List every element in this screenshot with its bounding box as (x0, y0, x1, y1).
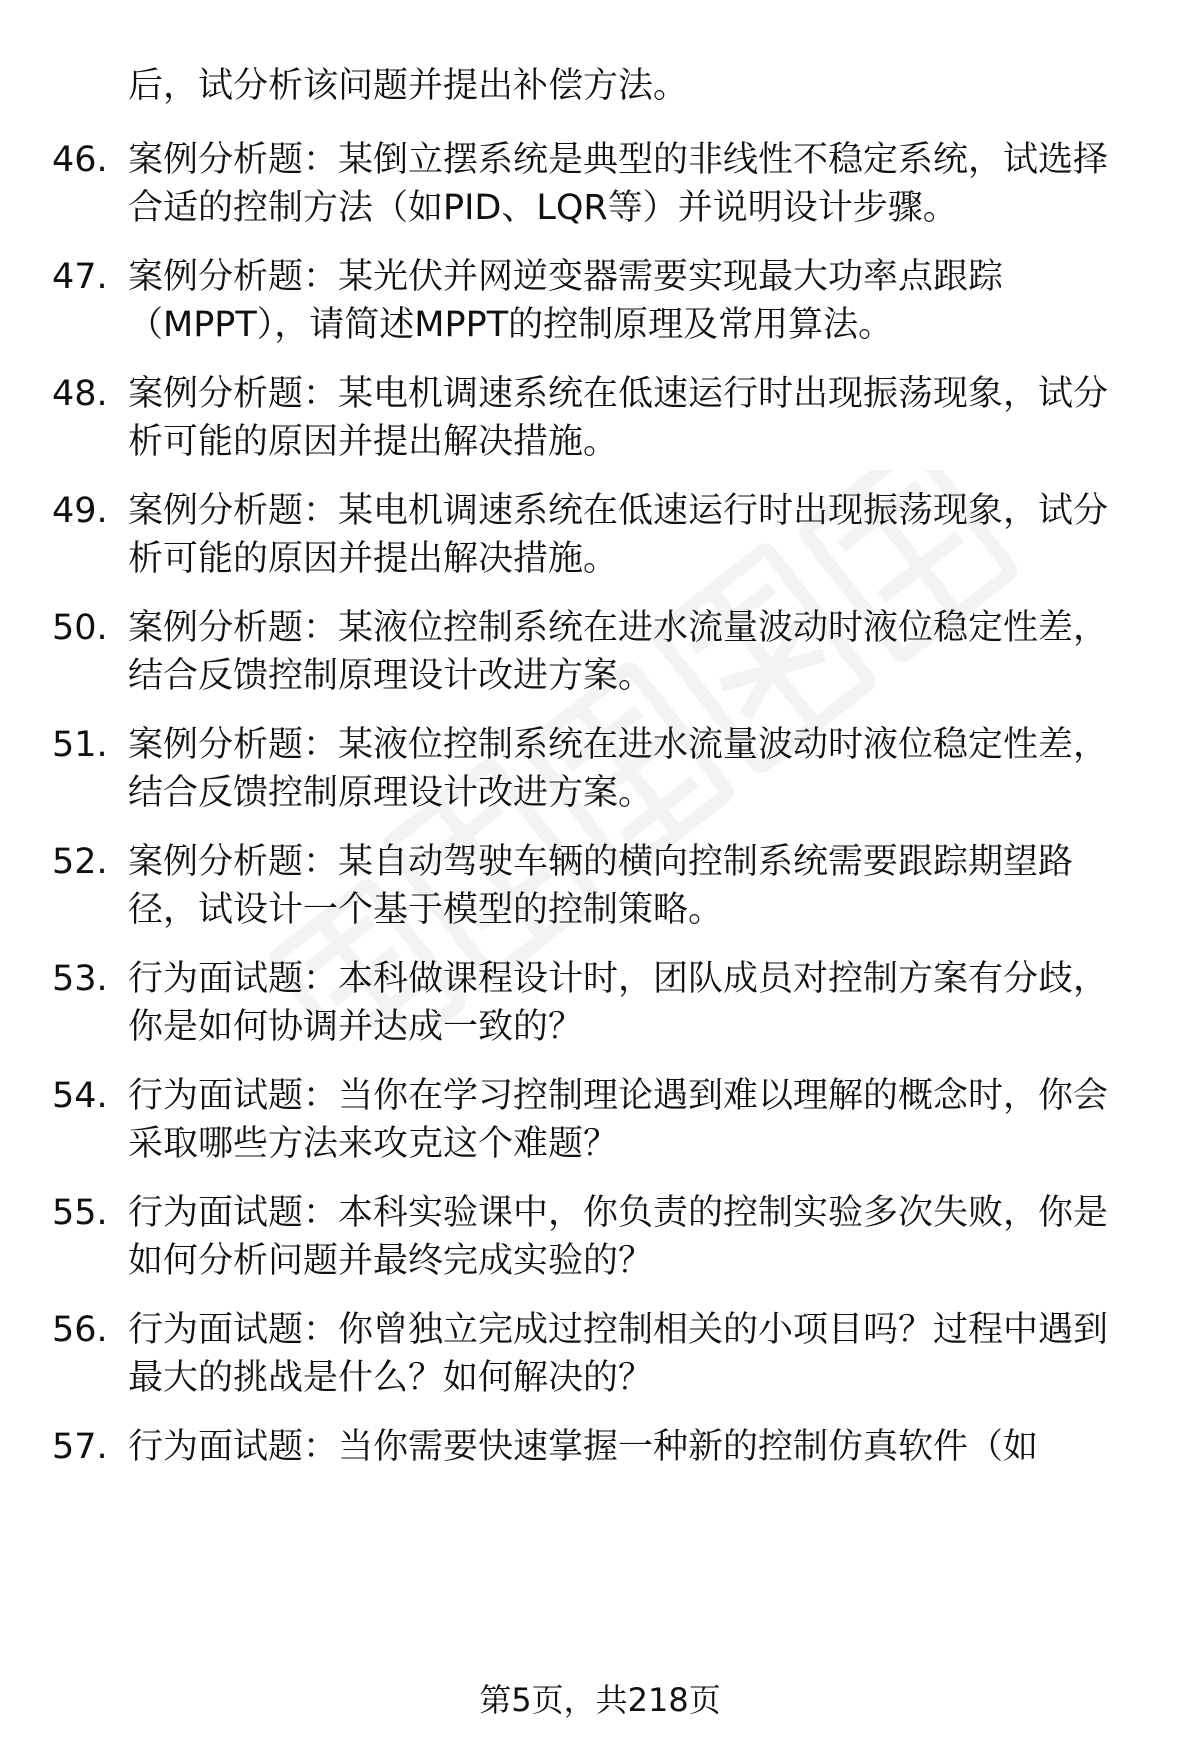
question-text-line: 行为面试题：当你需要快速掌握一种新的控制仿真软件（如 (128, 1427, 1039, 1467)
question-number: 49. (52, 491, 108, 531)
question-text-line: 案例分析题：某倒立摆系统是典型的非线性不稳定系统，试选择 (128, 140, 1109, 180)
question-text (128, 253, 1168, 349)
question-text-line: 析可能的原因并提出解决措施。 (128, 422, 619, 462)
question-text-line: 结合反馈控制原理设计改进方案。 (128, 656, 654, 696)
question-text-line: 你是如何协调并达成一致的？ (128, 1007, 584, 1047)
question-text-line: 案例分析题：某自动驾驶车辆的横向控制系统需要跟踪期望路 (128, 842, 1074, 882)
question-text-line: 结合反馈控制原理设计改进方案。 (128, 773, 654, 813)
question-text (128, 1072, 1168, 1168)
question-number: 55. (52, 1193, 108, 1233)
question-text-line: 析可能的原因并提出解决措施。 (128, 539, 619, 579)
question-text (128, 955, 1168, 1051)
question-number: 48. (52, 374, 108, 414)
question-text-line: 案例分析题：某液位控制系统在进水流量波动时液位稳定性差， (128, 725, 1109, 765)
question-number: 54. (52, 1076, 108, 1116)
question-number: 50. (52, 608, 108, 648)
question-text-line: 案例分析题：某光伏并网逆变器需要实现最大功率点跟踪 (128, 257, 1004, 297)
question-text (128, 1189, 1168, 1285)
question-number: 57. (52, 1427, 108, 1467)
question-text (128, 1423, 1168, 1471)
question-text-line: （MPPT），请简述MPPT的控制原理及常用算法。 (128, 305, 894, 345)
question-text-line: 如何分析问题并最终完成实验的？ (128, 1241, 654, 1281)
question-text (128, 721, 1168, 817)
question-text-line: 采取哪些方法来攻克这个难题？ (128, 1124, 619, 1164)
question-text-line: 合适的控制方法（如PID、LQR等）并说明设计步骤。 (128, 188, 958, 228)
question-number: 53. (52, 959, 108, 999)
question-text-line: 最大的挑战是什么？如何解决的？ (128, 1358, 654, 1398)
question-text-line: 行为面试题：你曾独立完成过控制相关的小项目吗？过程中遇到 (128, 1310, 1109, 1350)
question-text (128, 370, 1168, 466)
question-text (128, 487, 1168, 583)
page-footer: 第5页，共218页 (479, 1681, 721, 1719)
question-text-line: 行为面试题：本科实验课中，你负责的控制实验多次失败，你是 (128, 1193, 1109, 1233)
question-text-line: 案例分析题：某电机调速系统在低速运行时出现振荡现象，试分 (128, 374, 1109, 414)
question-number: 51. (52, 725, 108, 765)
question-number: 52. (52, 842, 108, 882)
question-text (128, 136, 1168, 232)
question-text (128, 1306, 1168, 1402)
question-number: 46. (52, 140, 108, 180)
question-text (128, 604, 1168, 700)
question-text-line: 行为面试题：当你在学习控制理论遇到难以理解的概念时，你会 (128, 1076, 1109, 1116)
question-text (128, 838, 1168, 934)
question-number: 47. (52, 257, 108, 297)
question-text-line: 案例分析题：某液位控制系统在进水流量波动时液位稳定性差， (128, 608, 1109, 648)
question-text-line: 径，试设计一个基于模型的控制策略。 (128, 890, 724, 930)
continuation-line: 后，试分析该问题并提出补偿方法。 (128, 66, 689, 106)
question-text-line: 行为面试题：本科做课程设计时，团队成员对控制方案有分歧， (128, 959, 1109, 999)
question-number: 56. (52, 1310, 108, 1350)
question-text-line: 案例分析题：某电机调速系统在低速运行时出现振荡现象，试分 (128, 491, 1109, 531)
